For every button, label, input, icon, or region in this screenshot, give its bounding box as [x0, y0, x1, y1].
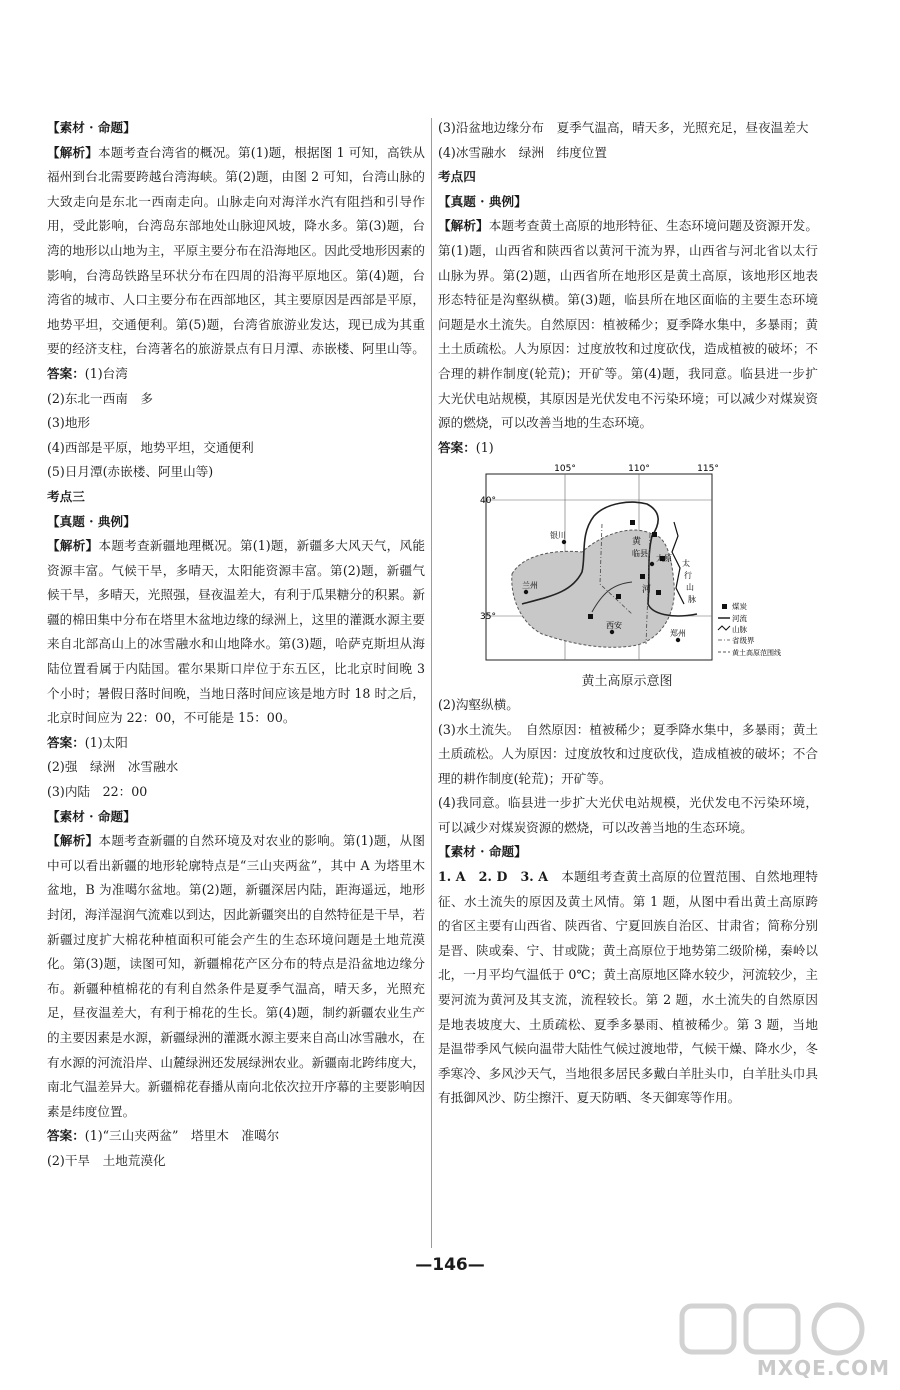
answer-taiwan: 答案：(1)台湾	[47, 365, 128, 381]
section-material-loess: 【素材 · 命题】	[438, 844, 527, 860]
answer-line: (4)冰雪融水 绿洲 纬度位置	[438, 144, 607, 160]
map-label-shan: 山	[686, 583, 694, 593]
answer-line: (2)沟壑纵横。	[438, 696, 519, 712]
column-divider	[431, 118, 432, 1248]
map-lat-40: 40°	[480, 496, 496, 507]
section-material-taiwan: 【素材 · 命题】	[47, 120, 136, 135]
section-real-exam-xinjiang: 【真题 · 典例】	[47, 513, 136, 529]
map-lon-115: 115°	[697, 464, 719, 475]
answer-line: (3)沿盆地边缘分布 夏季气温高，晴天多，光照充足，昼夜温差大	[438, 120, 809, 135]
map-label-linxian: 临县	[632, 549, 648, 559]
legend-river: 河流	[732, 614, 747, 624]
heading-kaodian-4: 考点四	[438, 169, 476, 185]
answer-line: (4)西部是平原，地势平坦，交通便利	[47, 439, 254, 455]
answer-xinjiang: 答案：(1)太阳	[47, 734, 128, 750]
right-column	[438, 116, 818, 1111]
answer-line: (5)日月潭(赤嵌楼、阿里山等)	[47, 464, 214, 480]
map-caption: 黄土高原示意图	[581, 673, 673, 689]
map-city-xian: 西安	[606, 621, 622, 631]
answer-line: (2)强 绿洲 冰雪融水	[47, 759, 179, 775]
analysis-loess: 【解析】本题考查黄土高原的地形特征、生态环境问题及资源开发。第(1)题，山西省和陕西省以黄河干流为界，山西省与河北省以太行山脉为界。第(2)题，山西省所在地形区是黄土高原，该地形区地表形态特征是沟壑纵横。第(3)题，临县所在地区面临的主要生态环境问题是水土流失。自然原因：植被稀少；夏季降水集中，多暴雨；黄土土质疏松。人为原因：过度放牧和过度砍伐，造成植被的破坏；不合理的耕作制度(轮荒)；开矿等。第(4)题，我同意。临县进一步扩大光伏电站规模，其原因是光伏发电不污染环境；可以减少对煤炭资源的燃烧，可以改善当地的生态环境。	[438, 218, 819, 431]
map-city-taiyuan: 太原	[656, 554, 672, 564]
map-label-xing: 行	[684, 571, 692, 581]
map-lon-105: 105°	[554, 464, 576, 475]
map-label-tai: 太	[682, 559, 690, 569]
legend-mountain: 山脉	[732, 625, 747, 635]
map-lat-35: 35°	[480, 612, 496, 623]
answer-line: (2)干旱 土地荒漠化	[47, 1152, 166, 1168]
map-lon-110: 110°	[628, 464, 650, 475]
left-column	[47, 116, 425, 1174]
map-city-zhengzhou: 郑州	[670, 629, 686, 639]
watermark-text: MXQE.COM	[756, 1356, 890, 1380]
legend-mountain-mark	[718, 626, 730, 630]
analysis-xinjiang: 【解析】本题考查新疆地理概况。第(1)题，新疆多大风天气，风能资源丰富。气候干旱，多晴天，太阳能资源丰富。第(2)题，新疆气候干旱，多晴天，光照强，昼夜温差大，有利于瓜果糖分的积累。新疆的棉田集中分布在塔里木盆地边缘的绿洲上，这里的灌溉水源主要来自北部高山上的冰雪融水和山地降水。第(3)题，哈萨克斯坦从海陆位置看属于内陆国。霍尔果斯口岸位于东五区，比北京时间晚 3 个小时；暑假日落时间晚，当地日落时间应该是地方时 18 时之后，北京时间应为 22：00，不可能是 15：00。	[47, 538, 425, 726]
answer-loess-group: 1. A 2. D 3. A 本题组考查黄土高原的位置范围、自然地理特征、水土流失的原因及黄土风情。第 1 题，从图中看出黄土高原跨的省区主要有山西省、陕西省、宁夏回族自治区、甘肃省；简称分别是晋、陕或秦、宁、甘或陇；黄土高原位于地势第二级阶梯，秦岭以北，一月平均气温低于 0℃；黄土高原地区降水较少，河流较少，主要河流为黄河及其支流，流程较长。第 2 题，水土流失的自然原因是地表坡度大、土质疏松、夏季多暴雨、植被稀少。第 3 题，当地是温带季风气候向温带大陆性气候过渡地带，气候干燥、降水少，冬季寒冷、多风沙天气，当地很多居民多戴白羊肚头巾，白羊肚头巾具有抵御风沙、防尘擦汗、夏天防晒、冬天御寒等作用。	[438, 869, 819, 1106]
answer-line: (3)水土流失。 自然原因：植被稀少；夏季降水集中，多暴雨；黄土土质疏松。人为原因：过度放牧和过度砍伐，造成植被的破坏；不合理的耕作制度(轮荒)；开矿等。	[438, 721, 818, 786]
section-real-exam-loess: 【真题 · 典例】	[438, 193, 527, 209]
answer-line: (2)东北一西南 多	[47, 390, 153, 406]
section-material-xinjiang: 【素材 · 命题】	[47, 808, 136, 824]
analysis-xinjiang-agri: 【解析】本题考查新疆的自然环境及对农业的影响。第(1)题，从图中可以看出新疆的地形轮廓特点是“三山夹两盆”，其中 A 为塔里木盆地，B 为准噶尔盆地。第(2)题，新疆深居内陆，距海遥远，地形封闭，海洋湿润气流难以到达，因此新疆突出的自然特征是干旱，若新疆过度扩大棉花种植面积可能会产生的生态环境问题是土地荒漠化。第(3)题，读图可知，新疆棉花产区分布的特点是沿盆地边缘分布。新疆种植棉花的有利自然条件是夏季气温高，晴天多，光照充足，昼夜温差大，有利于棉花的生长。第(4)题，制约新疆农业生产的主要因素是水源，新疆绿洲的灌溉水源主要来自高山冰雪融水，在有水源的河流沿岸、山麓绿洲还发展绿洲农业。新疆南北跨纬度大，南北气温差异大。新疆棉花春播从南向北依次拉开序幕的主要影响因素是纬度位置。	[47, 833, 425, 1119]
loess-plateau-map	[480, 464, 781, 693]
answer-line: (3)地形	[47, 415, 91, 431]
map-label-he: 河	[642, 585, 652, 596]
page-number: —146—	[415, 1255, 485, 1275]
map-label-mai: 脉	[688, 595, 696, 605]
legend-coal: 煤炭	[732, 602, 747, 612]
heading-kaodian-3: 考点三	[47, 488, 85, 504]
answer-line: (3)内陆 22：00	[47, 784, 148, 800]
answer-loess: 答案：(1)	[438, 439, 494, 455]
map-city-yinchuan: 银川	[550, 531, 566, 541]
analysis-taiwan: 【解析】本题考查台湾省的概况。第(1)题，根据图 1 可知，高铁从福州到台北需要跨越台湾海峡。第(2)题，由图 2 可知，台湾山脉的大致走向是东北一西南走向。山脉走向对海洋水汽有阻挡和引导作用，受此影响，台湾岛东部地处山脉迎风坡，降水多。第(3)题，台湾的地形以山地为主，平原主要分布在沿海地区。因此受地形因素的影响，台湾岛铁路呈环状分布在四周的沿海平原地区。第(4)题，台湾省的城市、人口主要分布在西部地区，其主要原因是西部是平原，地势平坦，交通便利。第(5)题，台湾省旅游业发达，现已成为其重要的经济支柱，台湾著名的旅游景点有日月潭、赤嵌楼、阿里山等。	[47, 144, 426, 357]
answer-xinjiang-agri: 答案：(1)“三山夹两盆” 塔里木 准噶尔	[47, 1128, 280, 1144]
map-label-huang: 黄	[632, 537, 642, 548]
map-city-lanzhou: 兰州	[522, 581, 538, 591]
answer-line: (4)我同意。临县进一步扩大光伏电站规模，光伏发电不污染环境，可以减少对煤炭资源的燃烧，可以改善当地的生态环境。	[438, 795, 818, 835]
legend-coal-mark	[722, 604, 727, 609]
legend-range: 黄土高原范围线	[732, 649, 781, 658]
legend-border: 省级界	[732, 636, 755, 646]
